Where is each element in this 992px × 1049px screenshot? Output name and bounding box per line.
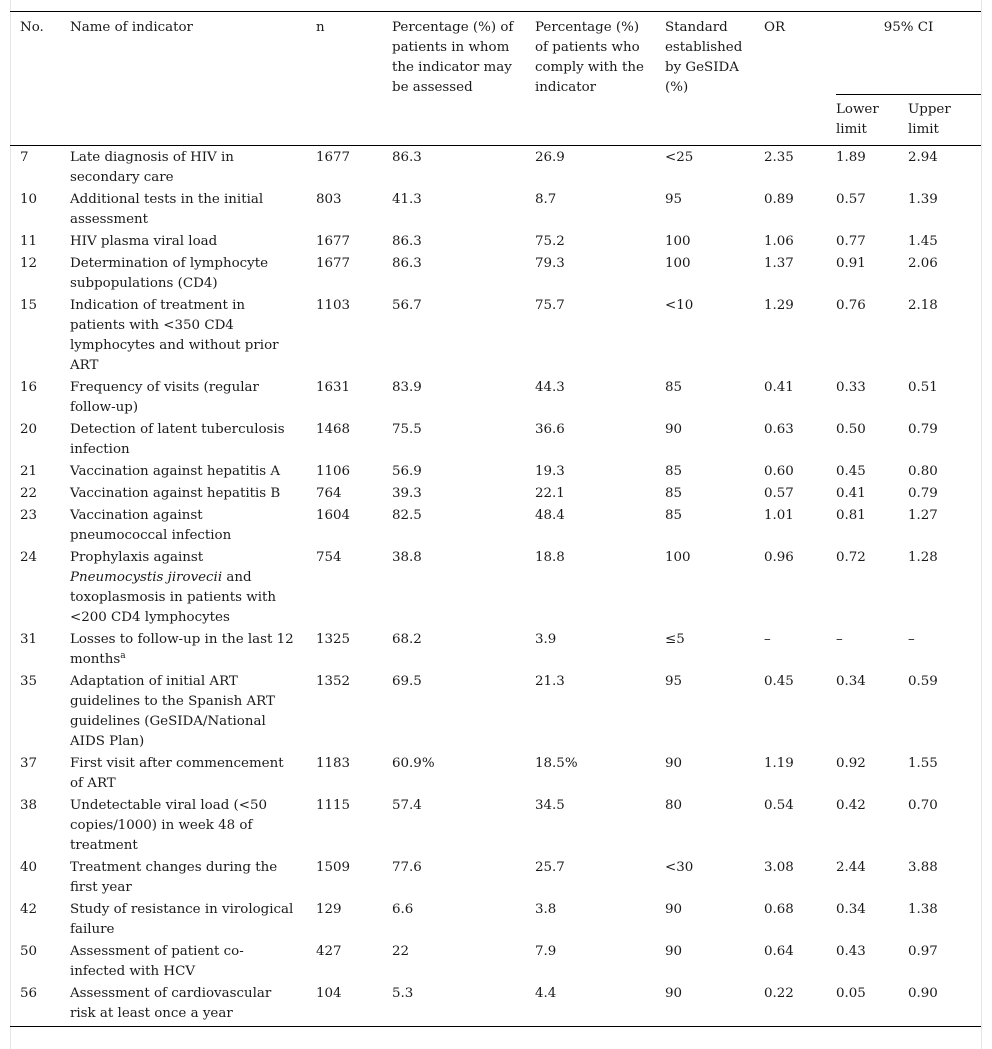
cell-upper: 1.45 — [908, 234, 938, 249]
cell-comply: 79.3 — [535, 256, 565, 271]
cell-or: 0.60 — [764, 464, 794, 479]
cell-assess: 86.3 — [392, 256, 422, 271]
cell-no: 11 — [20, 234, 38, 249]
header-or: OR — [764, 12, 836, 146]
cell-name — [70, 146, 316, 189]
cell-lower: 0.33 — [836, 380, 866, 395]
cell-assess: 41.3 — [392, 192, 422, 207]
cell-comply: 7.9 — [535, 944, 557, 959]
cell-no: 16 — [20, 380, 38, 395]
cell-no: 40 — [20, 860, 38, 875]
table-header — [10, 12, 981, 146]
cell-or: 3.08 — [764, 860, 794, 875]
cell-upper: 2.06 — [908, 256, 938, 271]
cell-lower: 0.05 — [836, 982, 908, 1027]
name-text: Assessment of patient co-infected with HCV — [70, 944, 244, 979]
cell-comply: 48.4 — [535, 508, 565, 523]
cell-std: 95 — [665, 192, 683, 207]
name-text: Adaptation of initial ART guidelines to the Spanish ART guidelines (GeSIDA/National AIDS Plan) — [70, 674, 275, 749]
cell-n: 129 — [316, 902, 342, 917]
cell-or: 0.89 — [764, 192, 794, 207]
cell-no: 38 — [20, 798, 38, 813]
cell-upper: 1.38 — [908, 902, 938, 917]
cell-comply: 75.7 — [535, 298, 565, 313]
cell-lower: 0.81 — [836, 508, 866, 523]
cell-comply: 8.7 — [535, 192, 557, 207]
name-text: Vaccination against pneumococcal infection — [70, 508, 232, 543]
cell-or: 0.64 — [764, 944, 794, 959]
cell-assess: 38.8 — [392, 550, 422, 565]
name-text: Losses to follow-up in the last 12 months — [70, 632, 294, 667]
table-row — [10, 794, 981, 856]
cell-name — [70, 294, 316, 376]
cell-lower: – — [836, 632, 843, 647]
cell-n: 1468 — [316, 422, 351, 437]
cell-or: 0.22 — [764, 982, 836, 1027]
cell-std: <25 — [665, 150, 694, 165]
cell-or: 0.57 — [764, 486, 794, 501]
cell-no: 7 — [20, 150, 29, 165]
cell-or: 0.63 — [764, 422, 794, 437]
cell-no: 12 — [20, 256, 38, 271]
table-row — [10, 418, 981, 460]
cell-n: 1352 — [316, 674, 351, 689]
cell-comply: 25.7 — [535, 860, 565, 875]
cell-no: 50 — [20, 944, 38, 959]
header-upper: Upper limit — [908, 95, 981, 146]
cell-upper: 0.79 — [908, 422, 938, 437]
header-ci: 95% CI — [836, 12, 981, 95]
cell-upper: 0.79 — [908, 486, 938, 501]
cell-std: 90 — [665, 944, 683, 959]
cell-assess: 86.3 — [392, 150, 422, 165]
cell-comply: 26.9 — [535, 150, 565, 165]
cell-lower: 0.43 — [836, 944, 866, 959]
table-row — [10, 940, 981, 982]
cell-no: 42 — [20, 902, 38, 917]
cell-name — [70, 252, 316, 294]
cell-name — [70, 504, 316, 546]
cell-name — [70, 230, 316, 252]
cell-n: 1677 — [316, 256, 351, 271]
cell-no: 24 — [20, 550, 38, 565]
cell-or: 1.01 — [764, 508, 794, 523]
cell-name — [70, 752, 316, 794]
cell-name — [70, 628, 316, 670]
name-text: Indication of treatment in patients with <350 CD4 lymphocytes and without prior ART — [70, 298, 279, 373]
cell-n: 427 — [316, 944, 342, 959]
cell-assess: 5.3 — [392, 982, 535, 1027]
cell-comply: 19.3 — [535, 464, 565, 479]
cell-name — [70, 376, 316, 418]
cell-lower: 0.34 — [836, 902, 866, 917]
cell-upper: 0.97 — [908, 944, 938, 959]
cell-assess: 6.6 — [392, 902, 414, 917]
cell-comply: 22.1 — [535, 486, 565, 501]
table-row — [10, 460, 981, 482]
name-text: Detection of latent tuberculosis infection — [70, 422, 285, 457]
cell-assess: 86.3 — [392, 234, 422, 249]
cell-name — [70, 418, 316, 460]
cell-n: 1106 — [316, 464, 351, 479]
cell-or: 0.45 — [764, 674, 794, 689]
cell-n: 1631 — [316, 380, 351, 395]
header-assessable: Percentage (%) of patients in whom the indicator may be assessed — [392, 12, 535, 146]
cell-n: 754 — [316, 550, 342, 565]
cell-lower: 0.57 — [836, 192, 866, 207]
table-row — [10, 546, 981, 628]
cell-name — [70, 940, 316, 982]
cell-name — [70, 856, 316, 898]
cell-n: 1103 — [316, 298, 351, 313]
cell-no: 31 — [20, 632, 38, 647]
cell-n: 1677 — [316, 234, 351, 249]
cell-no: 56 — [10, 982, 70, 1027]
header-standard: Standard established by GeSIDA (%) — [665, 12, 764, 146]
cell-assess: 68.2 — [392, 632, 422, 647]
cell-assess: 56.9 — [392, 464, 422, 479]
name-text: HIV plasma viral load — [70, 234, 218, 249]
cell-assess: 57.4 — [392, 798, 422, 813]
cell-assess: 75.5 — [392, 422, 422, 437]
cell-comply: 18.5% — [535, 756, 578, 771]
cell-comply: 21.3 — [535, 674, 565, 689]
cell-std: 100 — [665, 256, 691, 271]
name-text: Assessment of cardiovascular risk at least once a year — [70, 986, 272, 1021]
cell-n: 1325 — [316, 632, 351, 647]
cell-name — [70, 482, 316, 504]
cell-lower: 0.34 — [836, 674, 866, 689]
cell-name — [70, 546, 316, 628]
cell-std: 85 — [665, 486, 683, 501]
cell-upper: 2.94 — [908, 150, 938, 165]
cell-n: 1677 — [316, 150, 351, 165]
cell-std: 90 — [665, 422, 683, 437]
cell-name — [70, 794, 316, 856]
cell-lower: 0.92 — [836, 756, 866, 771]
cell-std: <10 — [665, 298, 694, 313]
cell-upper: 2.18 — [908, 298, 938, 313]
footnote-marker: a — [120, 651, 126, 661]
cell-lower: 0.77 — [836, 234, 866, 249]
cell-lower: 0.50 — [836, 422, 866, 437]
name-text: Vaccination against hepatitis A — [70, 464, 281, 479]
table-row — [10, 982, 981, 1027]
cell-lower: 1.89 — [836, 150, 866, 165]
name-text: First visit after commencement of ART — [70, 756, 284, 791]
cell-lower: 0.42 — [836, 798, 866, 813]
cell-or: 1.37 — [764, 256, 794, 271]
cell-upper: 3.88 — [908, 860, 938, 875]
cell-upper: 0.51 — [908, 380, 938, 395]
cell-assess: 77.6 — [392, 860, 422, 875]
table-row — [10, 230, 981, 252]
cell-std: 90 — [665, 902, 683, 917]
cell-comply: 34.5 — [535, 798, 565, 813]
cell-std: 100 — [665, 234, 691, 249]
cell-comply: 18.8 — [535, 550, 565, 565]
cell-or: 1.19 — [764, 756, 794, 771]
cell-n: 1509 — [316, 860, 351, 875]
cell-assess: 56.7 — [392, 298, 422, 313]
cell-n: 1604 — [316, 508, 351, 523]
cell-or: 1.06 — [764, 234, 794, 249]
cell-upper: 0.59 — [908, 674, 938, 689]
cell-comply: 44.3 — [535, 380, 565, 395]
header-lower: Lower limit — [836, 95, 908, 146]
table-row — [10, 898, 981, 940]
header-n: n — [316, 12, 392, 146]
cell-upper: 1.55 — [908, 756, 938, 771]
cell-comply: 75.2 — [535, 234, 565, 249]
header-no: No. — [10, 12, 70, 146]
cell-assess: 82.5 — [392, 508, 422, 523]
cell-n: 764 — [316, 486, 342, 501]
table-row — [10, 252, 981, 294]
name-suffix: and toxoplasmosis in patients with <200 CD4 lymphocytes — [70, 570, 276, 625]
cell-no: 37 — [20, 756, 38, 771]
cell-upper: 0.90 — [908, 982, 981, 1027]
cell-comply: 36.6 — [535, 422, 565, 437]
cell-assess: 83.9 — [392, 380, 422, 395]
cell-assess: 69.5 — [392, 674, 422, 689]
cell-upper: 0.80 — [908, 464, 938, 479]
cell-upper: – — [908, 632, 915, 647]
cell-std: ≤5 — [665, 632, 685, 647]
name-prefix: Prophylaxis against — [70, 550, 204, 565]
header-comply: Percentage (%) of patients who comply with the indicator — [535, 12, 665, 146]
cell-comply: 3.9 — [535, 632, 557, 647]
table-row — [10, 376, 981, 418]
cell-std: 80 — [665, 798, 683, 813]
cell-no: 35 — [20, 674, 38, 689]
name-text: Undetectable viral load (<50 copies/1000) in week 48 of treatment — [70, 798, 268, 853]
table-row — [10, 628, 981, 670]
table-row — [10, 482, 981, 504]
cell-upper: 1.28 — [908, 550, 938, 565]
cell-or: – — [764, 632, 771, 647]
cell-no: 20 — [20, 422, 38, 437]
cell-no: 21 — [20, 464, 38, 479]
cell-no: 10 — [20, 192, 38, 207]
cell-lower: 0.91 — [836, 256, 866, 271]
table-body — [10, 146, 981, 1027]
cell-assess: 39.3 — [392, 486, 422, 501]
cell-lower: 0.72 — [836, 550, 866, 565]
table-row — [10, 188, 981, 230]
cell-std: 90 — [665, 982, 764, 1027]
cell-std: 90 — [665, 756, 683, 771]
cell-std: 85 — [665, 380, 683, 395]
cell-or: 0.41 — [764, 380, 794, 395]
cell-or: 0.96 — [764, 550, 794, 565]
cell-lower: 2.44 — [836, 860, 866, 875]
cell-n: 1115 — [316, 798, 351, 813]
name-italic: Pneumocystis jirovecii — [70, 570, 223, 585]
cell-std: 100 — [665, 550, 691, 565]
cell-n: 803 — [316, 192, 342, 207]
cell-std: 85 — [665, 464, 683, 479]
cell-comply: 4.4 — [535, 982, 665, 1027]
cell-no: 15 — [20, 298, 38, 313]
cell-or: 0.68 — [764, 902, 794, 917]
table-row — [10, 504, 981, 546]
cell-assess: 22 — [392, 944, 410, 959]
indicators-table — [10, 11, 981, 1027]
cell-name — [70, 460, 316, 482]
name-text: Late diagnosis of HIV in secondary care — [70, 150, 234, 185]
table-row — [10, 856, 981, 898]
cell-std: 85 — [665, 508, 683, 523]
table-row — [10, 670, 981, 752]
header-name: Name of indicator — [70, 12, 316, 146]
cell-or: 1.29 — [764, 298, 794, 313]
cell-lower: 0.45 — [836, 464, 866, 479]
cell-upper: 1.27 — [908, 508, 938, 523]
name-text: Frequency of visits (regular follow-up) — [70, 380, 259, 415]
cell-no: 23 — [20, 508, 38, 523]
name-text: Study of resistance in virological failure — [70, 902, 294, 937]
cell-upper: 1.39 — [908, 192, 938, 207]
cell-or: 2.35 — [764, 150, 794, 165]
cell-n: 104 — [316, 982, 392, 1027]
cell-no: 22 — [20, 486, 38, 501]
table-row — [10, 146, 981, 189]
cell-std: 95 — [665, 674, 683, 689]
cell-upper: 0.70 — [908, 798, 938, 813]
cell-lower: 0.41 — [836, 486, 866, 501]
cell-std: <30 — [665, 860, 694, 875]
cell-lower: 0.76 — [836, 298, 866, 313]
name-text: Additional tests in the initial assessment — [70, 192, 264, 227]
cell-name — [70, 982, 316, 1027]
cell-n: 1183 — [316, 756, 351, 771]
cell-assess: 60.9% — [392, 756, 435, 771]
cell-comply: 3.8 — [535, 902, 557, 917]
name-text: Treatment changes during the first year — [70, 860, 278, 895]
name-text: Determination of lymphocyte subpopulations (CD4) — [70, 256, 269, 291]
cell-or: 0.54 — [764, 798, 794, 813]
table-row — [10, 294, 981, 376]
cell-name — [70, 898, 316, 940]
table-row — [10, 752, 981, 794]
cell-name — [70, 188, 316, 230]
name-text: Vaccination against hepatitis B — [70, 486, 281, 501]
cell-name — [70, 670, 316, 752]
